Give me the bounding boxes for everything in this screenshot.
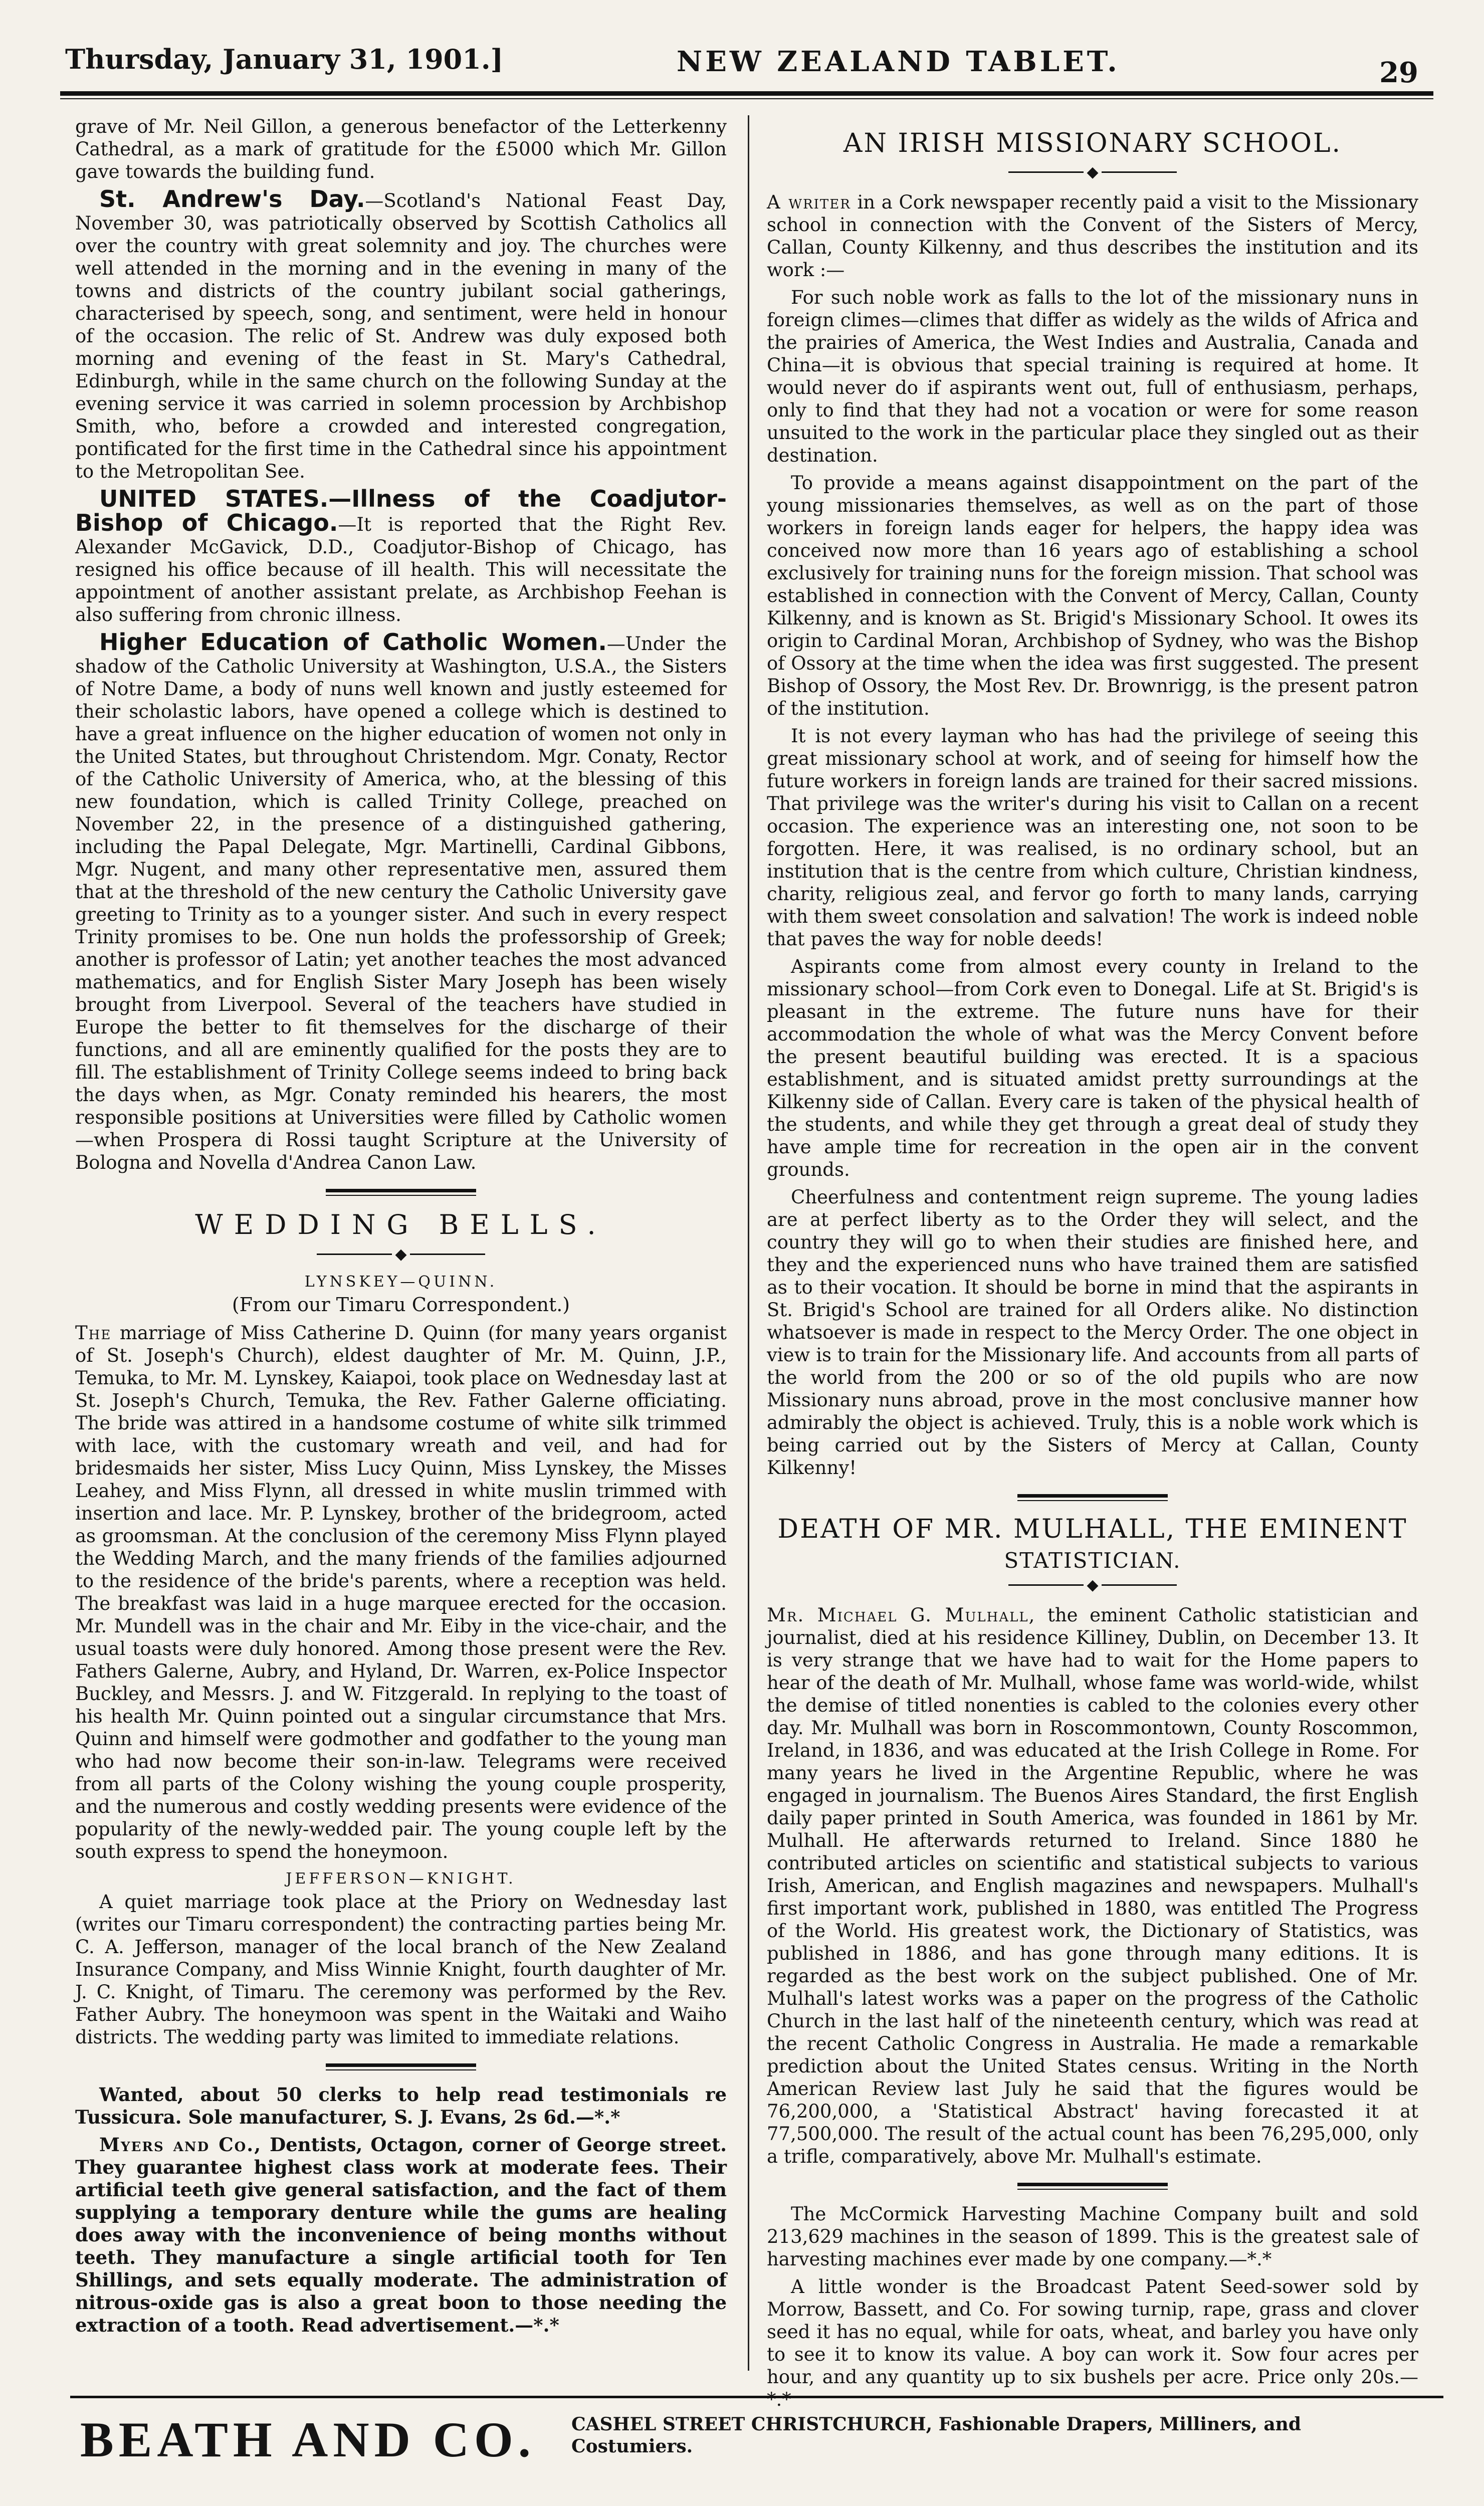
seed-sower-notice: A little wonder is the Broadcast Patent Seed-sower sold by Morrow, Bassett, and Co. For sowing turnip, rape, grass and clover seed it has no equal, while for oats, wheat, and barley you have only to see it to know its value. A boy can work it. Sow four acres per hour, and any quantity up to six bushels per acre. Price only 20s.—*.* bbox=[767, 2276, 1418, 2410]
irish-school-title: AN IRISH MISSIONARY SCHOOL. bbox=[843, 128, 1342, 158]
column-divider bbox=[748, 115, 749, 2371]
tussicura-ad: Wanted, about 50 clerks to help read testimonials re Tussicura. Sole manufacturer, S. J. Evans, 2s 6d.—*.* bbox=[75, 2083, 727, 2128]
united-states-body: —It is reported that the Right Rev. Alexander McGavick, D.D., Coadjutor-Bishop of Chicago, has resigned his office because of ill health. This will necessitate the appointment of another assistant prelate, as Archbishop Feehan is also suffering from chronic illness. bbox=[75, 514, 727, 625]
section-rule bbox=[1017, 1494, 1168, 1501]
higher-education-article bbox=[75, 631, 727, 1174]
correspondent-note: (From our Timaru Correspondent.) bbox=[232, 1293, 570, 1316]
wedding-subhead-jefferson-knight: JEFFERSON—KNIGHT. bbox=[286, 1869, 516, 1888]
footer-brand: BEATH AND CO. bbox=[80, 2412, 536, 2467]
page-number: 29 bbox=[1379, 56, 1418, 89]
issue-date: Thursday, January 31, 1901.] bbox=[65, 43, 504, 75]
footer-address-line2: Costumiers. bbox=[571, 2436, 693, 2457]
section-rule bbox=[326, 2063, 476, 2070]
ornament-divider: ◆ bbox=[767, 162, 1418, 181]
mulhall-title-line2: STATISTICIAN. bbox=[1004, 1548, 1181, 1573]
dentists-ad bbox=[75, 2134, 727, 2337]
wedding-bells-title: WEDDING BELLS. bbox=[195, 1209, 607, 1240]
irish-school-p2: For such noble work as falls to the lot of the missionary nuns in foreign climes—climes that differ as widely as the wilds of Africa and the prairies of America, the West Indies and Australia, Canada and China—it is obvious that special training is required at home. It would never do if aspirants went out, full of enthusiasm, perhaps, only to find that they had not a vocation or were for some reason unsuited to the work in the particular place they singled out as their destination. bbox=[767, 286, 1418, 466]
irish-school-intro-body: in a Cork newspaper recently paid a visit to the Missionary school in connection with the Convent of the Sisters of Mercy, Callan, County Kilkenny, and thus describes the institution and its work :— bbox=[767, 191, 1418, 281]
section-rule bbox=[1017, 2183, 1168, 2190]
irish-school-intro bbox=[767, 191, 1418, 281]
irish-school-p4: It is not every layman who has had the privilege of seeing this great missionary school at work, and of seeing for himself how the future workers in foreign lands are trained for their sacred missions. That privilege was the writer's during his visit to Callan on a recent occasion. The experience was an interesting one, not soon to be forgotten. Here, it was realised, is no ordinary school, but an institution that is the centre from which culture, Christian kindness, charity, religious zeal, and fervor go forth to many lands, carrying with them sweet consolation and salvation! The work is indeed noble that paves the way for noble deeds! bbox=[767, 725, 1418, 950]
irish-school-lead: A writer bbox=[767, 191, 851, 213]
wedding-lynskey-paragraph bbox=[75, 1322, 727, 1863]
footer-advertisement bbox=[70, 2396, 1443, 2467]
advertisements-left bbox=[75, 2083, 727, 2337]
masthead-rule bbox=[60, 91, 1433, 96]
gillon-paragraph: grave of Mr. Neil Gillon, a generous benefactor of the Letterkenny Cathedral, as a mark of gratitude for the £5000 which Mr. Gillon gave towards the building fund. bbox=[75, 116, 727, 182]
united-states-article bbox=[75, 485, 727, 626]
mulhall-body: the eminent Catholic statistician and journalist, died at his residence Killiney, Dublin, on December 13. It is very strange that we have had to wait for the Home papers to hear of the death of Mr. Mulhall, whose fame was world-wide, whilst the demise of titled nonenties is cabled to the colonies every other day. Mr. Mulhall was born in Roscommontown, County Roscommon, Ireland, in 1836, and was educated at the Irish College in Rome. For many years he lived in the Argentine Republic, where he was engaged in journalism. The Buenos Aires Standard, the first English daily paper printed in South America, was founded in 1861 by Mr. Mulhall. He afterwards returned to Ireland. Since 1880 he contributed articles on scientific and statistical subjects to various Irish, American, and English magazines and newspapers. Mulhall's first important work, published in 1880, was entitled The Progress of the World. His greatest work, the Dictionary of Statistics, was published in 1886, and has gone through many editions. It is regarded as the best work on the subject published. One of Mr. Mulhall's latest works was a paper on the progress of the Catholic Church in the last half of the nineteenth century, which was read at the recent Catholic Congress in Australia. He made a remarkable prediction about the United States census. Writing in the North American Review last July he said that the figures would be 76,200,000, a 'Statistical Abstract' having forecasted it at 77,500,000. The result of the actual count has been 76,295,000, only a trifle, comparatively, above Mr. Mulhall's estimate. bbox=[767, 1604, 1419, 2167]
ornament-divider: ◆ bbox=[75, 1244, 727, 1263]
st-andrew-body: —Scotland's National Feast Day, November 30, was patriotically observed by Scottish Catholics all over the country with great solemnity and joy. The churches were well attended in the morning and in the evening in many of the towns and districts of the country jubilant social gatherings, characterised by speech, song, and sentiment, were held in honour of the occasion. The relic of St. Andrew was duly exposed both morning and evening of the feast in St. Mary's Cathedral, Edinburgh, while in the same church on the following Sunday at the evening service it was carried in solemn procession by Archbishop Smith, who, before a crowded and interested congregation, pontificated for the first time in the Cathedral since his appointment to the Metropolitan See. bbox=[75, 190, 727, 482]
irish-school-p3: To provide a means against disappointment on the part of the young missionaries themselves, as well as on the part of those workers in foreign lands eager for helpers, the happy idea was conceived now more than 16 years ago of establishing a school exclusively for training nuns for the foreign mission. That school was established in connection with the Convent of Mercy, Callan, County Kilkenny, and is known as St. Brigid's Missionary School. It owes its origin to Cardinal Moran, Archbishop of Sydney, who was the Bishop of Ossory at the time when the idea was first suggested. The present Bishop of Ossory, the Most Rev. Dr. Brownrigg, is the present patron of the institution. bbox=[767, 472, 1418, 719]
masthead-rule-thin bbox=[60, 98, 1433, 99]
left-column bbox=[75, 115, 727, 2342]
dentists-ad-lead: Myers and Co., bbox=[99, 2133, 262, 2156]
st-andrew-heading: St. Andrew's Day. bbox=[99, 185, 365, 213]
footer-rule bbox=[70, 2396, 1443, 2398]
mulhall-paragraph bbox=[767, 1604, 1418, 2168]
wedding-lynskey-body: marriage of Miss Catherine D. Quinn (for many years organist of St. Joseph's Church), eldest daughter of Mr. M. Quinn, J.P., Temuka, to Mr. M. Lynskey, Kaiapoi, took place on Wednesday last at St. Joseph's Church, Temuka, the Rev. Father Galerne officiating. The bride was attired in a handsome costume of white silk trimmed with lace, with the customary wreath and veil, and had for bridesmaids her sister, Miss Lucy Quinn, Miss Lynskey, the Misses Leahey, and Miss Flynn, all dressed in white muslin trimmed with insertion and lace. Mr. P. Lynskey, brother of the bridegroom, acted as groomsman. At the conclusion of the ceremony Miss Flynn played the Wedding March, and the many friends of the families adjourned to the residence of the bride's parents, where a reception was held. The breakfast was laid in a huge marquee erected for the occasion. Mr. Mundell was in the chair and Mr. Eiby in the vice-chair, and the usual toasts were duly honored. Among those present were the Rev. Fathers Galerne, Aubry, and Hyland, Dr. Warren, ex-Police Inspector Buckley, and Messrs. J. and W. Fitzgerald. In replying to the toast of his health Mr. Quinn pointed out a singular circumstance that Mrs. Quinn and himself were godmother and godfather to the young man who had now become their son-in-law. Telegrams were received from all parts of the Colony wishing the young couple prosperity, and the numerous and costly wedding presents were evidence of the popularity of the newly-wedded pair. The young couple left by the south express to spend the honeymoon. bbox=[75, 1322, 727, 1862]
newspaper-title: NEW ZEALAND TABLET. bbox=[677, 45, 1120, 78]
united-states-heading: UNITED STATES.—Illness of the Coadjutor-Bishop of Chicago. bbox=[75, 485, 727, 536]
higher-education-heading: Higher Education of Catholic Women. bbox=[99, 629, 607, 656]
mulhall-title: DEATH OF MR. MULHALL, THE EMINENT bbox=[777, 1514, 1408, 1544]
right-column bbox=[767, 115, 1418, 2416]
st-andrew-article bbox=[75, 185, 727, 483]
wedding-lead-word: The bbox=[75, 1322, 112, 1344]
mccormick-notice: The McCormick Harvesting Machine Company built and sold 213,629 machines in the season of 1899. This is the greatest sale of harvesting machines ever made by one company.—*.* bbox=[767, 2203, 1418, 2270]
dentists-ad-body: Dentists, Octagon, corner of George street. They guarantee highest class work at moderate fees. Their artificial teeth give general satisfaction, and the fact of them supplying a temporary denture while the gums are healing does away with the inconvenience of being months without teeth. They manufacture a single artificial tooth for Ten Shillings, and sets equally moderate. The administration of nitrous-oxide gas is also a great boon to those needing the extraction of a tooth. Read advertisement.—*.* bbox=[75, 2133, 727, 2336]
footer-address: CASHEL STREET CHRISTCHURCH, Fashionable Drapers, Milliners, and bbox=[571, 2414, 1302, 2435]
higher-education-body: —Under the shadow of the Catholic University at Washington, U.S.A., the Sisters of Notre Dame, a body of nuns well known and justly esteemed for their scholastic labors, have opened a college which is destined to have a great influence on the higher education of women not only in the United States, but throughout Christendom. Mgr. Conaty, Rector of the Catholic University of America, who, at the blessing of this new foundation, which is called Trinity College, preached on November 22, in the presence of a distinguished gathering, including the Papal Delegate, Mgr. Martinelli, Cardinal Gibbons, Mgr. Nugent, and many other representative men, assured them that at the threshold of the new century the Catholic University gave greeting to Trinity as to a younger sister. And such in every respect Trinity promises to be. One nun holds the professorship of Greek; another is professor of Latin; yet another teaches the most advanced mathematics, and for English Sister Mary Joseph has been wisely brought from Liverpool. Several of the teachers have studied in Europe the better to fit themselves for the discharge of their functions, and all are eminently qualified for the posts they are to fill. The establishment of Trinity College seems indeed to bring back the days when, as Mgr. Conaty reminded his hearers, the most responsible positions at Universities were filled by Catholic women—when Prospera di Rossi taught Scripture at the University of Bologna and Novella d'Andrea Canon Law. bbox=[75, 633, 727, 1173]
masthead bbox=[60, 36, 1433, 101]
ornament-divider: ◆ bbox=[767, 1576, 1418, 1594]
wedding-subhead-lynskey-quinn: LYNSKEY—QUINN. bbox=[304, 1273, 498, 1291]
irish-school-p6: Cheerfulness and contentment reign supreme. The young ladies are at perfect liberty as to the Order they will select, and the country they will go to when their studies are finished here, and they and the experienced nuns who have trained them are satisfied as to their vocation. It should be borne in mind that the aspirants in St. Brigid's School are trained for all Orders alike. No distinction whatsoever is made in respect to the Mercy Order. The one object in view is to train for the Missionary life. And accounts from all parts of the world from the 200 or so of the old pupils who are now Missionary nuns abroad, prove in the most conclusive manner how admirably the object is achieved. Truly, this is a noble work which is being carried out by the Sisters of Mercy at Callan, County Kilkenny! bbox=[767, 1186, 1418, 1479]
mulhall-lead: Mr. Michael G. Mulhall, bbox=[767, 1604, 1036, 1626]
section-rule bbox=[326, 1189, 476, 1196]
irish-school-p5: Aspirants come from almost every county in Ireland to the missionary school—from Cork even to Donegal. Life at St. Brigid's is pleasant in the extreme. The future nuns have for their accommodation the whole of what was the Mercy Convent before the present beautiful building was erected. It is a spacious establishment, and is situated amidst pretty surroundings at the Kilkenny side of Callan. Every care is taken of the physical health of the students, and while they get through a great deal of study they have ample time for recreation in the open air in the convent grounds. bbox=[767, 955, 1418, 1180]
wedding-jefferson-paragraph: A quiet marriage took place at the Priory on Wednesday last (writes our Timaru correspondent) the contracting parties being Mr. C. A. Jefferson, manager of the local branch of the New Zealand Insurance Company, and Miss Winnie Knight, fourth daughter of Mr. J. C. Knight, of Timaru. The ceremony was performed by the Rev. Father Aubry. The honeymoon was spent in the Waitaki and Waiho districts. The wedding party was limited to immediate relations. bbox=[75, 1891, 727, 2048]
